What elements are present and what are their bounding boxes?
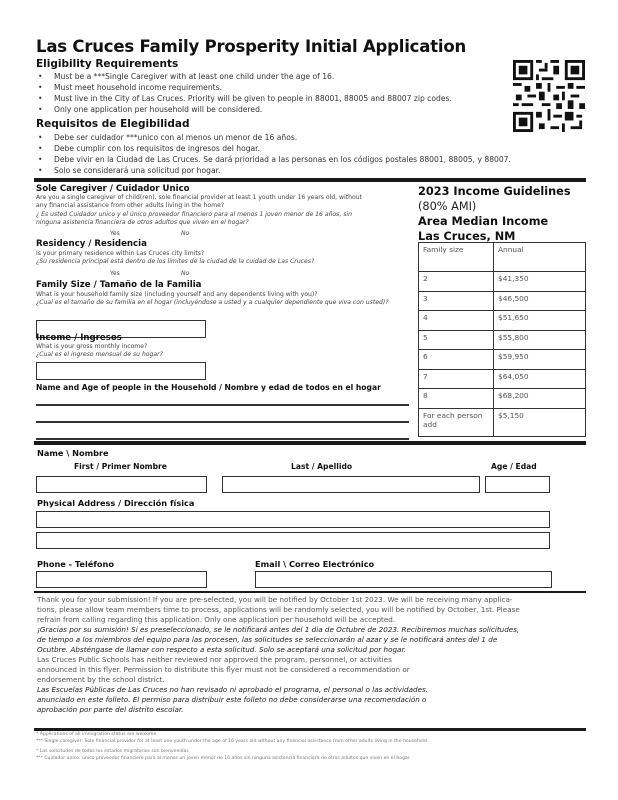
residency-heading: Residency / Residencia — [36, 239, 147, 249]
family-size-cell: 8 — [419, 389, 494, 409]
question-es-2: ninguna asistencia financiera de otros adultos que viven en el hogar? — [36, 219, 249, 227]
footer-line: announced in this flyer. Permission to distribute this flyer must not be considered a recommendation or — [37, 665, 410, 674]
footer-notice — [37, 595, 520, 715]
age-input[interactable] — [485, 476, 550, 493]
question-en-2: any financial assistance from other adults living in the home? — [36, 202, 225, 210]
table-row — [419, 311, 586, 331]
list-item: • Debe vivir en la Ciudad de Las Cruces. Se dará prioridad a las personas en los códigos postales 88001, 88005, y 88007. — [36, 154, 511, 165]
table-row — [419, 350, 586, 370]
address-input-2[interactable] — [36, 532, 550, 549]
table-row — [419, 330, 586, 350]
sole-caregiver-question — [36, 194, 362, 228]
list-item: • Must be a ***Single Caregiver with at least one child under the age of 16. — [36, 71, 452, 82]
residency-no-option[interactable]: No — [181, 270, 190, 277]
annual-income-cell: $55,800 — [494, 330, 586, 350]
table-row — [419, 291, 586, 311]
email-label: Email \ Correo Electrónico — [255, 559, 375, 569]
family-size-cell: For each person add — [419, 408, 494, 436]
annual-income-cell: $51,650 — [494, 311, 586, 331]
phone-label: Phone - Teléfono — [37, 559, 114, 569]
footer-line: tions, please allow team members time to process, applications will be randomly selected, you will be notified by October, 1st. Please — [37, 605, 520, 614]
sole-no-option[interactable]: No — [181, 230, 190, 237]
guidelines-line: Area Median Income — [418, 215, 549, 228]
list-item: • Must live in the City of Las Cruces. Priority will be given to people in 88001, 88005 and 88007 zip codes. — [36, 93, 452, 104]
footer-line: endorsement by the school district. — [37, 675, 165, 684]
household-line-3[interactable] — [36, 438, 409, 440]
footer-line: Ocutbre. Absténgase de llamar con respecto a esta solicitud. Solo se aceptará una solicitud por hogar. — [37, 645, 407, 654]
residency-yes-option[interactable]: Yes — [110, 270, 120, 277]
question-es: ¿Cual es el tamaño de su familia en el hogar (incluyéndose a usted y a cualquier dependiente que viva con usted)? — [36, 299, 389, 307]
last-name-label: Last / Apellido — [291, 462, 353, 471]
first-name-input[interactable] — [36, 476, 207, 493]
question-en: Is your primary residence within Las Cruces city limits? — [36, 250, 205, 257]
question-en-1: Are you a single caregiver of child(ren), sole financial provider at least 1 youth under 16 years old, without — [36, 194, 362, 201]
income-guidelines-table — [418, 242, 586, 437]
qr-code-icon — [513, 60, 585, 132]
list-item: • Solo se considerará una solicitud por hogar. — [36, 165, 511, 176]
footer-line: Las Cruces Public Schools has neither reviewed nor approved the program, personnel, or activities — [37, 655, 392, 664]
question-es: ¿Su residencia principal está dentro de los límites de la ciudad de la cuidad de Las Cruces? — [36, 258, 315, 266]
footnote: *** Single caregiver: Sole financial provider for at least one youth under the age of 16 years old without any financial assistance from other adults living in the household. — [36, 738, 429, 744]
divider — [34, 728, 586, 731]
annual-income-cell: $59,950 — [494, 350, 586, 370]
list-item: • Debe cumplir con los requisitos de ingresos del hogar. — [36, 143, 511, 154]
footer-line: Thank you for your submission! If you are pre-selected, you will be notified by October 1st 2023. We will be receiving many applica- — [37, 595, 513, 604]
last-name-input[interactable] — [222, 476, 480, 493]
sole-caregiver-heading: Sole Caregiver / Cuidador Unico — [36, 184, 190, 194]
column-header: Annual — [494, 243, 586, 272]
family-size-cell: 7 — [419, 369, 494, 389]
footnote: * Las solicitudes de todos los estados migratorios son bienvenidas — [36, 749, 189, 754]
divider — [34, 441, 586, 445]
list-item: • Only one application per household will be considered. — [36, 104, 452, 115]
footer-line: aprobación por parte del distrito escolar. — [37, 705, 184, 714]
table-row — [419, 369, 586, 389]
footer-line: anunciado en este folleto. El permiso para distribuir este folleto no debe considerarse una recomendación o — [37, 695, 427, 704]
household-line-2[interactable] — [36, 421, 409, 423]
family-size-cell: 4 — [419, 311, 494, 331]
footnote: * Applications of all immigration status are welcome — [36, 732, 157, 737]
annual-income-cell: $5,150 — [494, 408, 586, 436]
table-row — [419, 272, 586, 292]
question-en: What is your household family size (including yourself and any dependents living with you)? — [36, 291, 318, 298]
requisitos-heading: Requisitos de Elegibilidad — [36, 118, 190, 130]
eligibility-heading: Eligibility Requirements — [36, 58, 179, 70]
family-size-cell: 2 — [419, 272, 494, 292]
footnotes — [36, 732, 428, 762]
table-row — [419, 389, 586, 409]
table-row — [419, 408, 586, 436]
age-label: Age / Edad — [491, 462, 537, 471]
divider — [34, 591, 586, 593]
family-size-question — [36, 291, 388, 308]
family-size-cell: 5 — [419, 330, 494, 350]
name-heading: Name \ Nombre — [37, 448, 109, 458]
address-input-1[interactable] — [36, 511, 550, 528]
annual-income-cell: $41,350 — [494, 272, 586, 292]
footer-line: Las Escuelas Públicas de Las Cruces no han revisado ni aprobado el programa, el personal o las actividades. — [37, 685, 429, 694]
annual-income-cell: $46,500 — [494, 291, 586, 311]
guidelines-line: (80% AMI) — [418, 200, 477, 213]
guidelines-line: Las Cruces, NM — [418, 230, 516, 243]
guidelines-line: 2023 Income Guidelines — [418, 185, 571, 198]
household-heading: Name and Age of people in the Household / Nombre y edad de todos en el hogar — [36, 383, 381, 392]
question-en: What is your gross monthly income? — [36, 343, 148, 350]
footer-line: ¡Gracias por su sumisión! Si es preseleccionado, se le notificará antes del 1 dia de Octubre de 2023. Recibiremos muchas solicitudes, — [37, 625, 520, 634]
eligibility-list — [36, 71, 452, 115]
requisitos-list — [36, 132, 511, 176]
household-line-1[interactable] — [36, 404, 409, 406]
family-size-cell: 3 — [419, 291, 494, 311]
income-question — [36, 343, 163, 360]
list-item: • Debe ser cuidador ***unico con al menos un menor de 16 años. — [36, 132, 511, 143]
annual-income-cell: $68,200 — [494, 389, 586, 409]
footer-line: refrain from calling regarding this application. Only one application per household will be accepted. — [37, 615, 396, 624]
income-input[interactable] — [36, 362, 206, 380]
first-name-label: First / Primer Nombre — [74, 462, 167, 471]
footnote: *** Cuidador único: único proveedor financiero para al menos un joven menor de 16 años sin ninguna asistencia financiera de otros adultos que viven en el hogar — [36, 755, 410, 761]
family-size-cell: 6 — [419, 350, 494, 370]
table-header-row — [419, 243, 586, 272]
phone-input[interactable] — [36, 571, 207, 588]
income-guidelines-title — [418, 184, 571, 244]
annual-income-cell: $64,050 — [494, 369, 586, 389]
page-title: Las Cruces Family Prosperity Initial Application — [36, 37, 467, 56]
divider — [34, 178, 586, 182]
question-es-1: ¿ Es usted Cuidador unico y el único proveedor financiero para al menos 1 joven menor de 16 años, sin — [36, 210, 352, 218]
address-heading: Physical Address / Dirección física — [37, 498, 195, 508]
family-size-heading: Family Size / Tamaño de la Familia — [36, 280, 202, 290]
email-input[interactable] — [255, 571, 552, 588]
sole-yes-option[interactable]: Yes — [110, 230, 120, 237]
footer-line: de tiempo a los miembros del equipo para las procesen, las solicitudes se seleccionarán al azar y se le notificará antes del 1 de — [37, 635, 498, 644]
residency-question — [36, 250, 314, 267]
question-es: ¿Cual es el ingreso mensual de su hogar? — [36, 351, 163, 359]
column-header: Family size — [419, 243, 494, 272]
list-item: • Must meet household income requirements. — [36, 82, 452, 93]
income-heading: Income / Ingresos — [36, 333, 122, 343]
